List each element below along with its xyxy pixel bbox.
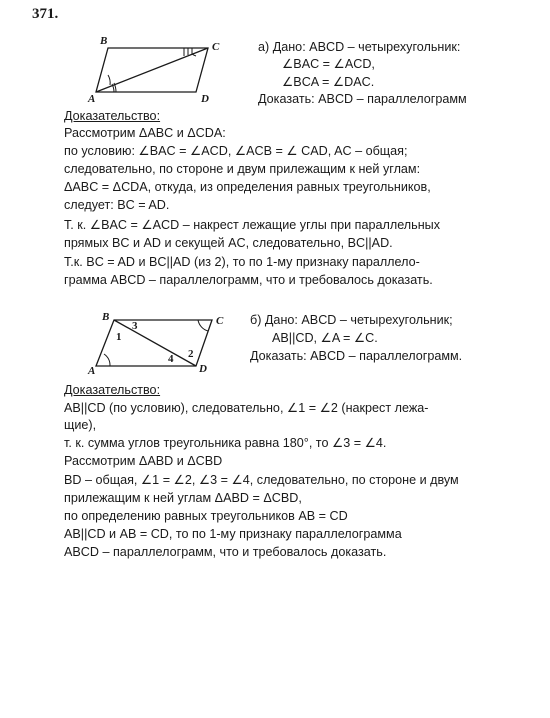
part-b-given-line: AB||CD, ∠A = ∠C.	[272, 331, 378, 345]
part-b-proof-line: т. к. сумма углов треугольника равна 180°, то ∠3 = ∠4.	[64, 436, 387, 450]
figure-b-angle-3: 3	[132, 320, 138, 332]
part-b-proof-line: AB||CD (по условию), следовательно, ∠1 = ∠2 (накрест лежа-	[64, 401, 429, 415]
part-a-proof-line: Т. к. ∠BAC = ∠ACD – накрест лежащие углы при параллельных	[64, 218, 440, 232]
figure-b-angle-1: 1	[116, 331, 122, 343]
part-a-given-line: ∠BCA = ∠DAC.	[282, 75, 375, 89]
part-a-proof-line: следует: BC = AD.	[64, 198, 170, 212]
part-b-prove: Доказать: ABCD – параллелограмм.	[250, 349, 463, 363]
figure-b-angle-2: 2	[188, 348, 194, 360]
part-b-proof-line: BD – общая, ∠1 = ∠2, ∠3 = ∠4, следовательно, по стороне и двум	[64, 473, 459, 487]
part-a-proof-line: Т.к. BC = AD и BC||AD (из 2), то по 1-му признаку параллело-	[64, 255, 420, 269]
figure-b-label-c: C	[216, 315, 224, 327]
figure-a-label-b: B	[100, 35, 108, 47]
part-b-proof-line: AB||CD и AB = CD, то по 1-му признаку параллелограмма	[64, 527, 402, 541]
part-a-proof-line: прямых BC и AD и секущей AC, следовательно, BC||AD.	[64, 236, 393, 250]
part-b-proof-line: прилежащим к ней углам ΔABD = ΔCBD,	[64, 491, 302, 505]
figure-a-parallelogram	[88, 36, 238, 106]
figure-a-label-c: C	[212, 41, 220, 53]
part-a-proof-line: ΔABC = ΔCDA, откуда, из определения равных треугольников,	[64, 180, 431, 194]
part-b-proof-line: Рассмотрим ΔABD и ΔCBD	[64, 454, 223, 468]
part-a-proof-line: по условию: ∠BAC = ∠ACD, ∠ACB = ∠ CAD, AC – общая;	[64, 144, 408, 158]
figure-b-label-a: A	[88, 365, 96, 377]
part-a-proof-line: следовательно, по стороне и двум прилежащим к ней углам:	[64, 162, 421, 176]
figure-b-angle-4: 4	[168, 353, 174, 365]
figure-b-label-d: D	[199, 363, 207, 375]
part-b-proof-heading: Доказательство:	[64, 383, 161, 397]
figure-b-parallelogram	[88, 310, 238, 382]
part-b-given-line: б) Дано: ABCD – четырехугольник;	[250, 313, 453, 327]
part-a-prove: Доказать: ABCD – параллелограмм	[258, 92, 467, 106]
part-a-proof-line: Рассмотрим ΔABC и ΔCDA:	[64, 126, 226, 140]
problem-number: 371.	[32, 6, 59, 22]
part-b-proof-line: по определению равных треугольников AB = CD	[64, 509, 348, 523]
part-b-proof-line: ABCD – параллелограмм, что и требовалось доказать.	[64, 545, 387, 559]
figure-a-label-a: A	[88, 93, 96, 105]
part-a-given-line: а) Дано: ABCD – четырехугольник:	[258, 40, 461, 54]
part-a-given-line: ∠BAC = ∠ACD,	[282, 57, 375, 71]
figure-b-label-b: B	[102, 311, 110, 323]
part-a-proof-line: грамма ABCD – параллелограмм, что и требовалось доказать.	[64, 273, 433, 287]
part-a-proof-heading: Доказательство:	[64, 109, 161, 123]
part-b-proof-line: щие),	[64, 418, 97, 432]
figure-a-label-d: D	[201, 93, 209, 105]
